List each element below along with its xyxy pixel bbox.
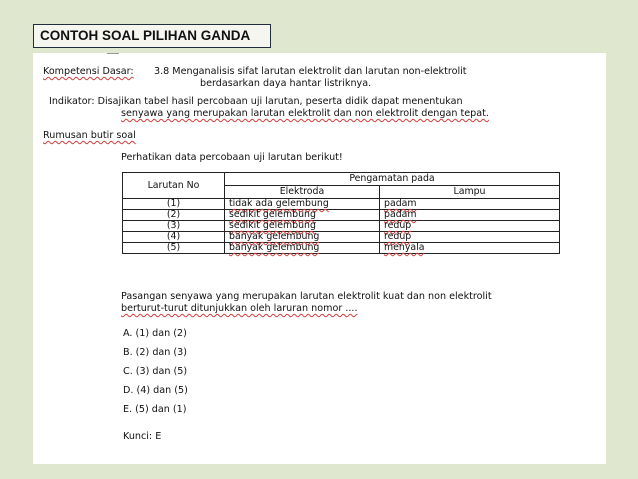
table-row (123, 243, 560, 254)
row-no: (2) (123, 210, 225, 221)
option-b: B. (2) dan (3) (123, 347, 188, 358)
kompetensi-label: Kompetensi Dasar: (43, 66, 134, 77)
option-e: E. (5) dan (1) (123, 404, 187, 415)
indikator-line-2: senyawa yang merupakan larutan elektrolit dan non elektrolit dengan tepat. (121, 108, 489, 119)
document-page (33, 53, 606, 464)
option-c: C. (3) dan (5) (123, 366, 188, 377)
divider (107, 53, 119, 54)
row-no: (3) (123, 221, 225, 232)
row-elektroda: sedikit gelembung (225, 221, 380, 232)
option-d: D. (4) dan (5) (123, 385, 188, 396)
table-row (123, 232, 560, 243)
question-line-1: Pasangan senyawa yang merupakan larutan elektrolit kuat dan non elektrolit (121, 291, 492, 302)
row-lampu: redup (380, 232, 560, 243)
results-table (122, 172, 560, 254)
row-elektroda: banyak gelembung (225, 243, 380, 254)
row-no: (1) (123, 199, 225, 210)
header-elektroda: Elektroda (225, 186, 380, 199)
row-lampu: menyala (380, 243, 560, 254)
rumusan-heading: Rumusan butir soal (43, 130, 136, 141)
row-elektroda: tidak ada gelembung (225, 199, 380, 210)
row-elektroda: banyak gelembung (225, 232, 380, 243)
header-lampu: Lampu (380, 186, 560, 199)
row-no: (5) (123, 243, 225, 254)
indikator-line-1: Indikator: Disajikan tabel hasil percobaan uji larutan, peserta didik dapat menentukan (49, 96, 463, 107)
intro-text: Perhatikan data percobaan uji larutan berikut! (121, 152, 343, 163)
header-pengamatan: Pengamatan pada (225, 173, 560, 186)
row-no: (4) (123, 232, 225, 243)
row-lampu: redup (380, 221, 560, 232)
question-line-2: berturut-turut ditunjukkan oleh laruran nomor .... (121, 303, 358, 314)
table-row (123, 210, 560, 221)
answer-key: Kunci: E (123, 431, 162, 442)
table-row (123, 221, 560, 232)
row-lampu: padam (380, 199, 560, 210)
kompetensi-line-1: 3.8 Menganalisis sifat larutan elektrolit dan larutan non-elektrolit (154, 66, 467, 77)
kompetensi-line-2: berdasarkan daya hantar listriknya. (200, 78, 372, 89)
row-elektroda: sedikit gelembung (225, 210, 380, 221)
table-row (123, 199, 560, 210)
row-lampu: padam (380, 210, 560, 221)
header-larutan: Larutan No (123, 173, 225, 199)
slide-title: CONTOH SOAL PILIHAN GANDA (33, 24, 271, 48)
option-a: A. (1) dan (2) (123, 328, 187, 339)
